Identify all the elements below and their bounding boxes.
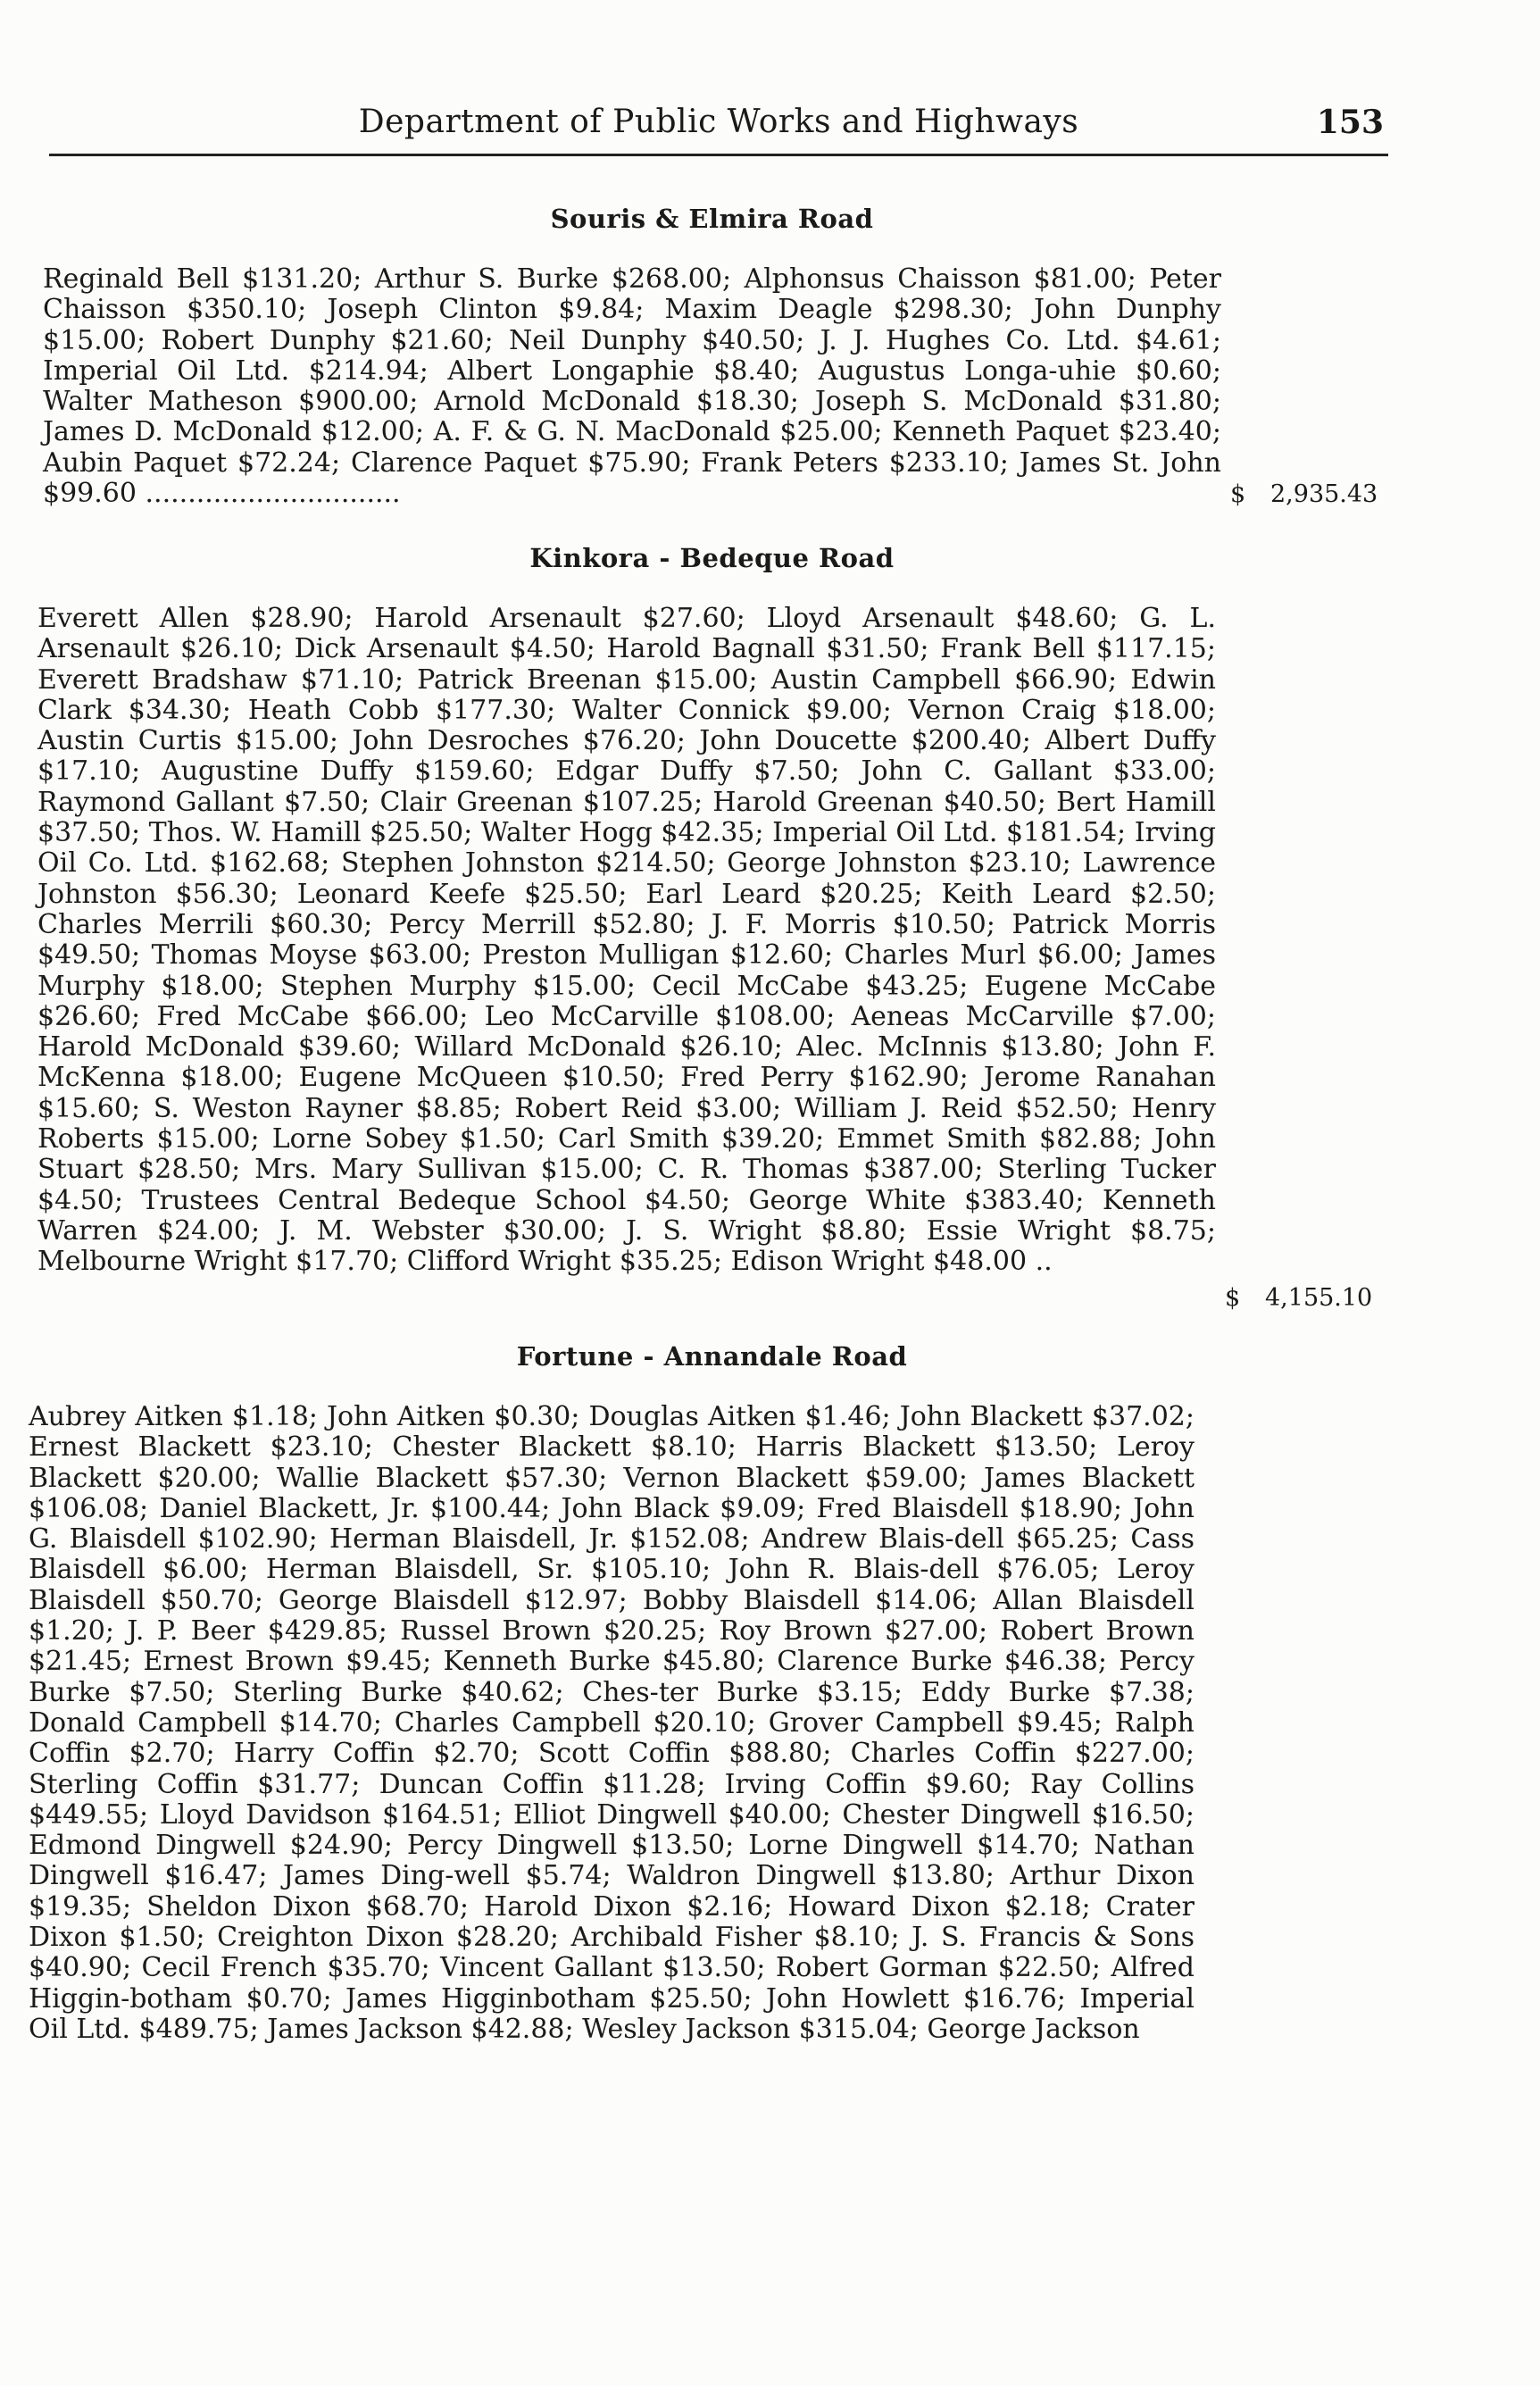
section-text: Everett Allen $28.90; Harold Arsenault $27.60; Lloyd Arsenault $48.60; G. L. Arsenault $26.10; Dick Arsenault $4.50; Harold Bagnall $31.50; Frank Bell $117.15; Everett Bradshaw $71.10; Patrick Breenan $15.00; Austin Campbell $66.90; Edwin Clark $34.30; Heath Cobb $177.30; Walter Connick $9.00; Vernon Craig $18.00; Austin Curtis $15.00; John Desroches $76.20; John Doucette $200.40; Albert Duffy $17.10; Augustine Duffy $159.60; Edgar Duffy $7.50; John C. Gallant $33.00; Raymond Gallant $7.50; Clair Greenan $107.25; Harold Greenan $40.50; Bert Hamill $37.50; Thos. W. Hamill $25.50; Walter Hogg $42.35; Imperial Oil Ltd. $181.54; Irving Oil Co. Ltd. $162.68; Stephen Johnston $214.50; George Johnston $23.10; Lawrence Johnston $56.30; Leonard Keefe $25.50; Earl Leard $20.25; Keith Leard $2.50; Charles Merrili $60.30; Percy Merrill $52.80; J. F. Morris $10.50; Patrick Morris $49.50; Thomas Moyse $63.00; Preston Mulligan $12.60; Charles Murl $6.00; James Murphy $18.00; Stephen Murphy $15.00; Cecil McCabe $43.25; Eugene McCabe $26.60; Fred McCabe $66.00; Leo McCarville $108.00; Aeneas McCarville $7.00; Harold McDonald $39.60; Willard McDonald $26.10; Alec. McInnis $13.80; John F. McKenna $18.00; Eugene McQueen $10.50; Fred Perry $162.90; Jerome Ranahan $15.60; S. Weston Rayner $8.85; Robert Reid $3.00; William J. Reid $52.50; Henry Roberts $15.00; Lorne Sobey $1.50; Carl Smith $39.20; Emmet Smith $82.88; John Stuart $28.50; Mrs. Mary Sullivan $15.00; C. R. Thomas $387.00; Sterling Tucker $4.50; Trustees Central Bedeque School $4.50; George White $383.40; Kenneth Warren $24.00; J. M. Webster $30.00; J. S. Wright $8.80; Essie Wright $8.75; Melbourne Wright $17.70; Clifford Wright $35.25; Edison Wright $48.00 .. bbox=[37, 603, 1216, 1278]
section-text: Reginald Bell $131.20; Arthur S. Burke $268.00; Alphonsus Chaisson $81.00; Peter Chaisson $350.10; Joseph Clinton $9.84; Maxim Deagle $298.30; John Dunphy $15.00; Robert Dunphy $21.60; Neil Dunphy $40.50; J. J. Hughes Co. Ltd. $4.61; Imperial Oil Ltd. $214.94; Albert Longaphie $8.40; Augustus Longa-uhie $0.60; Walter Matheson $900.00; Arnold McDonald $18.30; Joseph S. McDonald $31.80; James D. McDonald $12.00; A. F. & G. N. MacDonald $25.00; Kenneth Paquet $23.40; Aubin Paquet $72.24; Clarence Paquet $75.90; Frank Peters $233.10; James St. John $99.60 .............................. bbox=[43, 263, 1221, 510]
total-amount: 4,155.10 bbox=[1265, 1284, 1373, 1312]
section-heading: Fortune - Annandale Road bbox=[516, 1341, 908, 1372]
section-heading: Kinkora - Bedeque Road bbox=[529, 543, 895, 573]
section-heading: Souris & Elmira Road bbox=[550, 204, 874, 234]
total-amount: 2,935.43 bbox=[1270, 480, 1378, 508]
total-currency: $ bbox=[1230, 480, 1246, 508]
running-header bbox=[49, 100, 1388, 156]
total-currency: $ bbox=[1225, 1284, 1241, 1312]
section-text: Aubrey Aitken $1.18; John Aitken $0.30; Douglas Aitken $1.46; John Blackett $37.02; Ernest Blackett $23.10; Chester Blackett $8.10; Harris Blackett $13.50; Leroy Blackett $20.00; Wallie Blackett $57.30; Vernon Blackett $59.00; James Blackett $106.08; Daniel Blackett, Jr. $100.44; John Black $9.09; Fred Blaisdell $18.90; John G. Blaisdell $102.90; Herman Blaisdell, Jr. $152.08; Andrew Blais-dell $65.25; Cass Blaisdell $6.00; Herman Blaisdell, Sr. $105.10; John R. Blais-dell $76.05; Leroy Blaisdell $50.70; George Blaisdell $12.97; Bobby Blaisdell $14.06; Allan Blaisdell $1.20; J. P. Beer $429.85; Russel Brown $20.25; Roy Brown $27.00; Robert Brown $21.45; Ernest Brown $9.45; Kenneth Burke $45.80; Clarence Burke $46.38; Percy Burke $7.50; Sterling Burke $40.62; Ches-ter Burke $3.15; Eddy Burke $7.38; Donald Campbell $14.70; Charles Campbell $20.10; Grover Campbell $9.45; Ralph Coffin $2.70; Harry Coffin $2.70; Scott Coffin $88.80; Charles Coffin $227.00; Sterling Coffin $31.77; Duncan Coffin $11.28; Irving Coffin $9.60; Ray Collins $449.55; Lloyd Davidson $164.51; Elliot Dingwell $40.00; Chester Dingwell $16.50; Edmond Dingwell $24.90; Percy Dingwell $13.50; Lorne Dingwell $14.70; Nathan Dingwell $16.47; James Ding-well $5.74; Waldron Dingwell $13.80; Arthur Dixon $19.35; Sheldon Dixon $68.70; Harold Dixon $2.16; Howard Dixon $2.18; Crater Dixon $1.50; Creighton Dixon $28.20; Archibald Fisher $8.10; J. S. Francis & Sons $40.90; Cecil French $35.70; Vincent Gallant $13.50; Robert Gorman $22.50; Alfred Higgin-botham $0.70; James Higginbotham $25.50; John Howlett $16.76; Imperial Oil Ltd. $489.75; James Jackson $42.88; Wesley Jackson $315.04; George Jackson bbox=[29, 1401, 1195, 2045]
page-title: Department of Public Works and Highways bbox=[358, 104, 1079, 140]
page-number: 153 bbox=[1316, 104, 1384, 141]
